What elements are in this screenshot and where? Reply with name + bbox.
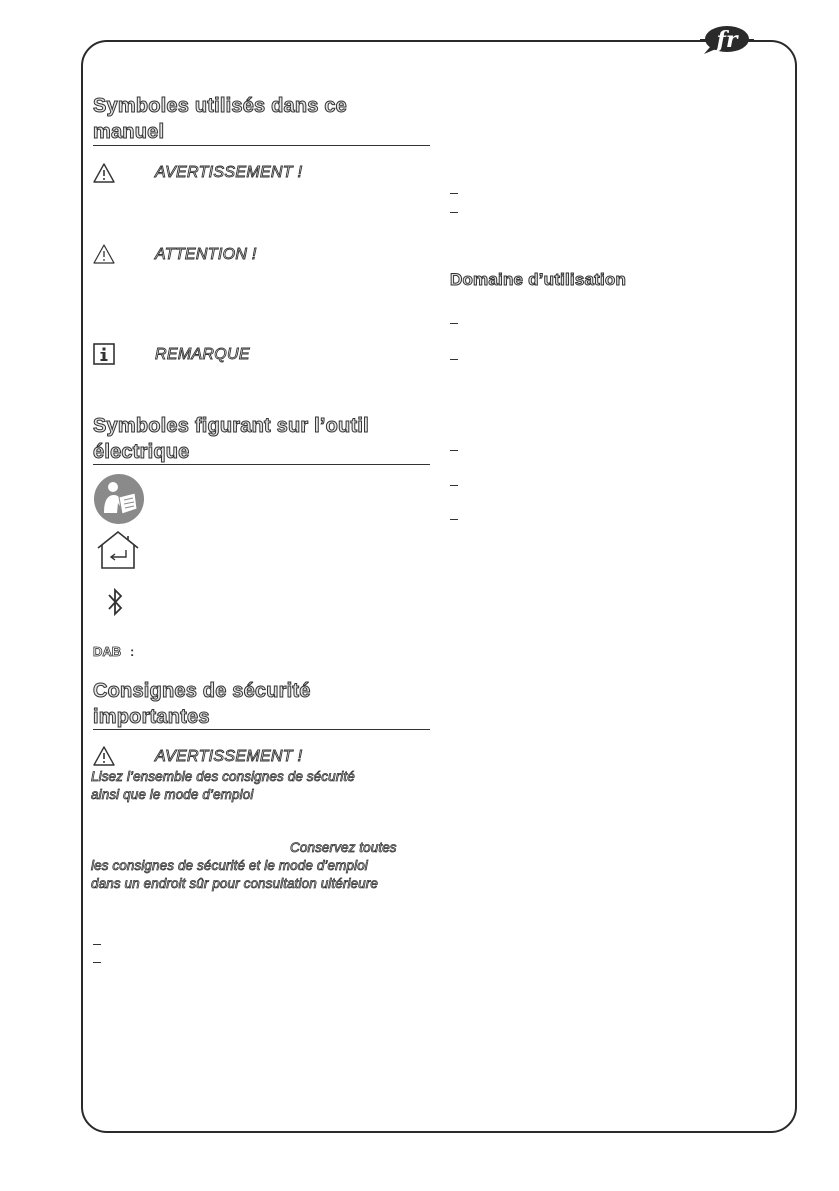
read-manual-icon [93, 473, 145, 530]
keep-instructions-line-1: Conservez toutes [290, 840, 397, 855]
section-heading-symbols-manual: Symboles utilisés dans ce manuel [93, 95, 347, 143]
note-label: REMARQUE [155, 346, 250, 363]
keep-instructions-line-3: dans un endroit sûr pour consultation ultérieure [91, 876, 378, 891]
list-bullet [450, 359, 458, 360]
language-badge: fr [716, 27, 738, 53]
warning-triangle-icon [93, 163, 115, 188]
caution-label: ATTENTION ! [155, 246, 257, 263]
heading-rule [93, 729, 430, 730]
list-bullet [450, 323, 458, 324]
list-bullet [450, 212, 458, 213]
info-icon [93, 343, 115, 370]
section-heading-usage: Domaine d’utilisation [450, 270, 627, 289]
bluetooth-icon [106, 586, 124, 623]
warning-label: AVERTISSEMENT ! [155, 164, 303, 181]
heading-rule [93, 464, 430, 465]
list-bullet [450, 485, 458, 486]
dab-label: DAB [93, 644, 122, 659]
list-bullet [93, 962, 101, 963]
caution-triangle-icon [93, 244, 115, 269]
list-bullet [450, 193, 458, 194]
section-heading-safety: Consignes de sécurité importantes [93, 680, 311, 728]
heading-rule [93, 145, 430, 146]
safety-warning-label: AVERTISSEMENT ! [155, 748, 303, 765]
page-frame [81, 40, 797, 1133]
keep-instructions-line-2: les consignes de sécurité et le mode d’emploi [91, 858, 368, 873]
list-bullet [450, 450, 458, 451]
list-bullet [450, 519, 458, 520]
dab-colon: : [130, 644, 135, 659]
list-bullet [93, 944, 101, 945]
read-instructions-line-2: ainsi que le mode d’emploi [91, 787, 254, 802]
section-heading-tool-symbols: Symboles figurant sur l’outil électrique [93, 415, 369, 463]
indoor-use-icon [94, 530, 142, 575]
read-instructions-line-1: Lisez l’ensemble des consignes de sécurité [91, 769, 355, 784]
